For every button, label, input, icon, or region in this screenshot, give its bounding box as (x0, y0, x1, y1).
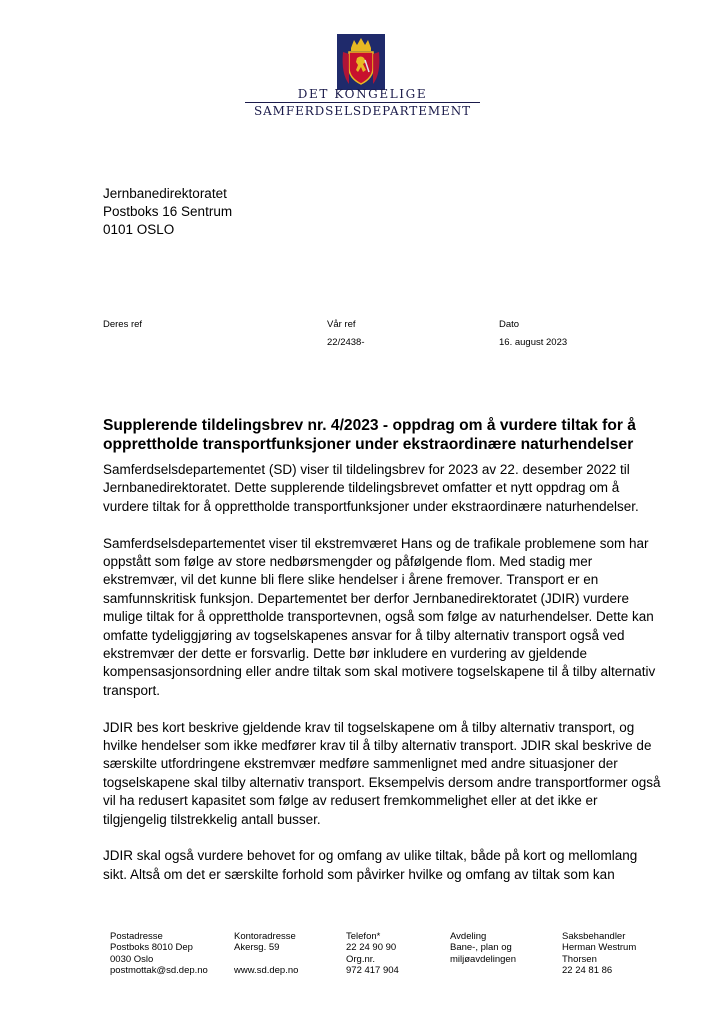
footer-avdeling (450, 931, 516, 965)
footer-line: Thorsen (562, 953, 597, 965)
body-paragraph: Samferdselsdepartementet (SD) viser til tildelingsbrev for 2023 av 22. desember 2022 til Jernbanedirektoratet. Dette supplerende tildelingsbrevet omfatter et nytt oppdrag om å vurdere tiltak for å opprettholde transportfunksjoner under ekstraordinære naturhendelser. (103, 462, 639, 514)
recipient-city: 0101 OSLO (103, 222, 175, 237)
recipient-name: Jernbanedirektoratet (103, 186, 227, 201)
footer-heading: Telefon* (346, 931, 381, 942)
footer-heading: Kontoradresse (234, 931, 296, 942)
footer-saksbehandler (562, 931, 636, 976)
footer-email: postmottak@sd.dep.no (110, 964, 208, 976)
var-ref-label: Vår ref (327, 319, 356, 330)
footer-line (234, 954, 298, 965)
footer-line: Bane-, plan og (450, 942, 512, 954)
recipient-address (103, 185, 232, 239)
footer-heading: Saksbehandler (562, 931, 626, 942)
logo-divider (245, 102, 480, 103)
footer-website: www.sd.dep.no (234, 964, 299, 976)
letter-title: Supplerende tildelingsbrev nr. 4/2023 - oppdrag om å vurdere tiltak for å opprettholde transportfunksjoner under ekstraordinære naturhendelser (103, 417, 636, 453)
footer-line: Akersg. 59 (234, 942, 280, 954)
footer-line: 0030 Oslo (110, 953, 154, 965)
recipient-postbox: Postboks 16 Sentrum (103, 204, 233, 219)
footer-telefon (346, 931, 399, 976)
body-paragraph: Samferdselsdepartementet viser til ekstremværet Hans og de trafikale problemene som har oppstått som følge av store nedbørsmengder og påfølgende flom. Med stadig mer ekstremvær, vil det kunne bli flere slike hendelser i årene fremover. Transport er en samfunnskritisk funksjon. Departementet ber derfor Jernbanedirektoratet (JDIR) vurdere mulige tiltak for å opprettholde transportevnen, også som følge av naturhendelser. Dette kan omfatte tydeliggjøring av togselskapenes ansvar for å tilby alternativ transport også ved ekstremvær der dette er forsvarlig. Dette bør inkludere en vurdering av gjeldende kompensasjonsordning eller andre tiltak som skal motivere togselskapene til å tilby alternativ transport. (103, 535, 656, 698)
footer-postadresse (110, 931, 208, 976)
var-ref (327, 319, 365, 349)
footer-line: miljøavdelingen (450, 953, 517, 965)
footer-line: 22 24 90 90 (346, 942, 397, 954)
deres-ref (103, 319, 142, 331)
letter-body (103, 461, 663, 903)
body-paragraph: JDIR skal også vurdere behovet for og omfang av ulike tiltak, både på kort og mellomlang sikt. Altså om det er særskilte forhold som påvirker hvilke og omfang av tiltak som kan (103, 848, 638, 882)
ministry-name-line2: SAMFERDSELSDEPARTEMENT (253, 104, 472, 118)
footer-line: 22 24 81 86 (562, 964, 613, 976)
footer-kontoradresse (234, 931, 298, 976)
footer-line: Postboks 8010 Dep (110, 942, 193, 954)
footer-line: Herman Westrum (562, 942, 637, 954)
footer-line: Org.nr. (346, 953, 376, 965)
var-ref-value: 22/2438- (327, 337, 365, 348)
footer-line: 972 417 904 (346, 964, 399, 976)
ministry-name-line1: DET KONGELIGE (297, 87, 428, 101)
date-label: Dato (499, 319, 520, 330)
deres-ref-label: Deres ref (103, 319, 143, 330)
ministry-logo (245, 34, 480, 122)
coat-of-arms-icon (337, 34, 385, 90)
body-paragraph: JDIR bes kort beskrive gjeldende krav til togselskapene om å tilby alternativ transport, og hvilke hendelser som ikke medfører krav til å tilby alternativ transport. JDIR skal beskrive de særskilte utfordringene ekstremvær medføre sammenlignet med andre situasjoner der togselskapene skal tilby alternativ transport. Eksempelvis dersom andre transportformer også vil ha redusert kapasitet som følge av redusert fremkommelighet eller at det ikke er tilgjengelig tilstrekkelig antall busser. (103, 719, 661, 827)
date-value: 16. august 2023 (499, 337, 568, 348)
footer-heading: Postadresse (110, 931, 163, 942)
date-ref (499, 319, 567, 349)
footer-heading: Avdeling (450, 931, 487, 942)
